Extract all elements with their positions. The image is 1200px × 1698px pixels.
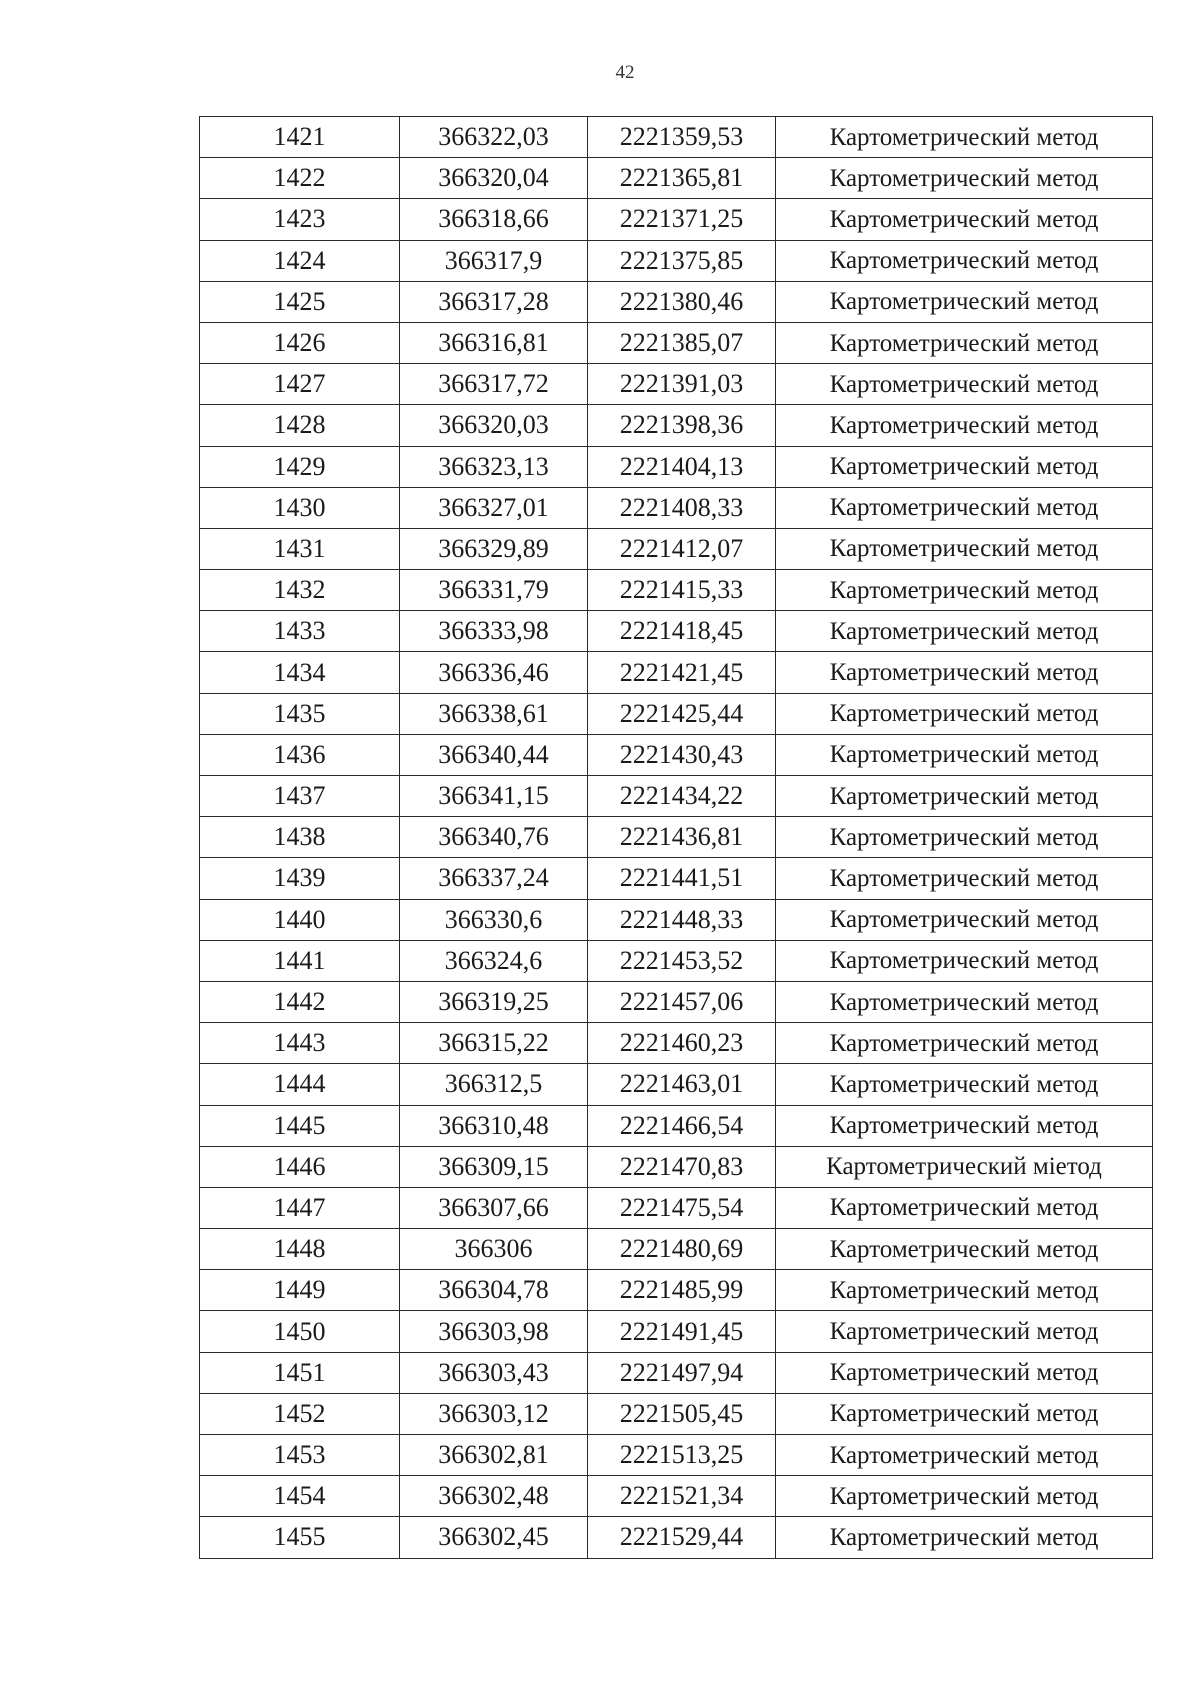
point-number-cell: 1427 xyxy=(200,364,400,405)
point-number-cell: 1423 xyxy=(200,199,400,240)
y-coordinate-cell: 2221505,45 xyxy=(588,1393,776,1434)
table-row xyxy=(200,199,1153,240)
point-number-cell: 1426 xyxy=(200,322,400,363)
x-coordinate-cell: 366307,66 xyxy=(400,1187,588,1228)
table-row xyxy=(200,446,1153,487)
x-coordinate-cell: 366302,48 xyxy=(400,1476,588,1517)
table-row xyxy=(200,899,1153,940)
table-row xyxy=(200,1517,1153,1558)
method-cell: Картометрический метод xyxy=(776,652,1153,693)
point-number-cell: 1439 xyxy=(200,858,400,899)
x-coordinate-cell: 366316,81 xyxy=(400,322,588,363)
point-number-cell: 1438 xyxy=(200,817,400,858)
x-coordinate-cell: 366317,28 xyxy=(400,281,588,322)
x-coordinate-cell: 366317,72 xyxy=(400,364,588,405)
method-cell: Картометрический метод xyxy=(776,1393,1153,1434)
method-cell: Картометрический метод xyxy=(776,1064,1153,1105)
y-coordinate-cell: 2221480,69 xyxy=(588,1229,776,1270)
x-coordinate-cell: 366323,13 xyxy=(400,446,588,487)
point-number-cell: 1431 xyxy=(200,528,400,569)
point-number-cell: 1452 xyxy=(200,1393,400,1434)
y-coordinate-cell: 2221434,22 xyxy=(588,776,776,817)
method-cell: Картометрический метод xyxy=(776,117,1153,158)
y-coordinate-cell: 2221359,53 xyxy=(588,117,776,158)
table-row xyxy=(200,1393,1153,1434)
point-number-cell: 1446 xyxy=(200,1146,400,1187)
y-coordinate-cell: 2221425,44 xyxy=(588,693,776,734)
point-number-cell: 1448 xyxy=(200,1229,400,1270)
method-cell: Картометрический метод xyxy=(776,1105,1153,1146)
x-coordinate-cell: 366309,15 xyxy=(400,1146,588,1187)
table-row xyxy=(200,1187,1153,1228)
y-coordinate-cell: 2221421,45 xyxy=(588,652,776,693)
y-coordinate-cell: 2221491,45 xyxy=(588,1311,776,1352)
x-coordinate-cell: 366303,12 xyxy=(400,1393,588,1434)
point-number-cell: 1425 xyxy=(200,281,400,322)
point-number-cell: 1436 xyxy=(200,734,400,775)
point-number-cell: 1422 xyxy=(200,158,400,199)
method-cell: Картометрический метод xyxy=(776,1023,1153,1064)
y-coordinate-cell: 2221398,36 xyxy=(588,405,776,446)
point-number-cell: 1429 xyxy=(200,446,400,487)
point-number-cell: 1442 xyxy=(200,981,400,1022)
y-coordinate-cell: 2221404,13 xyxy=(588,446,776,487)
method-cell: Картометрический метод xyxy=(776,693,1153,734)
point-number-cell: 1435 xyxy=(200,693,400,734)
point-number-cell: 1454 xyxy=(200,1476,400,1517)
table-row xyxy=(200,240,1153,281)
y-coordinate-cell: 2221475,54 xyxy=(588,1187,776,1228)
method-cell: Картометрический метод xyxy=(776,1476,1153,1517)
point-number-cell: 1432 xyxy=(200,570,400,611)
table-row xyxy=(200,1435,1153,1476)
point-number-cell: 1455 xyxy=(200,1517,400,1558)
method-cell: Картометрический метод xyxy=(776,981,1153,1022)
table-row xyxy=(200,528,1153,569)
y-coordinate-cell: 2221436,81 xyxy=(588,817,776,858)
point-number-cell: 1421 xyxy=(200,117,400,158)
method-cell: Картометрический метод xyxy=(776,1311,1153,1352)
method-cell: Картометрический метод xyxy=(776,570,1153,611)
x-coordinate-cell: 366322,03 xyxy=(400,117,588,158)
x-coordinate-cell: 366330,6 xyxy=(400,899,588,940)
y-coordinate-cell: 2221375,85 xyxy=(588,240,776,281)
table-row xyxy=(200,1270,1153,1311)
x-coordinate-cell: 366303,98 xyxy=(400,1311,588,1352)
point-number-cell: 1451 xyxy=(200,1352,400,1393)
method-cell: Картометрический метод xyxy=(776,528,1153,569)
y-coordinate-cell: 2221529,44 xyxy=(588,1517,776,1558)
point-number-cell: 1440 xyxy=(200,899,400,940)
y-coordinate-cell: 2221380,46 xyxy=(588,281,776,322)
table-row xyxy=(200,693,1153,734)
x-coordinate-cell: 366338,61 xyxy=(400,693,588,734)
y-coordinate-cell: 2221391,03 xyxy=(588,364,776,405)
method-cell: Картометрический метод xyxy=(776,1270,1153,1311)
table-row xyxy=(200,364,1153,405)
page-number: 42 xyxy=(615,62,635,83)
y-coordinate-cell: 2221441,51 xyxy=(588,858,776,899)
x-coordinate-cell: 366315,22 xyxy=(400,1023,588,1064)
method-cell: Картометрический метод xyxy=(776,1187,1153,1228)
x-coordinate-cell: 366336,46 xyxy=(400,652,588,693)
y-coordinate-cell: 2221418,45 xyxy=(588,611,776,652)
y-coordinate-cell: 2221497,94 xyxy=(588,1352,776,1393)
method-cell: Картометрический метод xyxy=(776,158,1153,199)
x-coordinate-cell: 366304,78 xyxy=(400,1270,588,1311)
y-coordinate-cell: 2221470,83 xyxy=(588,1146,776,1187)
method-cell: Картометрический метод xyxy=(776,1229,1153,1270)
method-cell: Картометрический метод xyxy=(776,487,1153,528)
x-coordinate-cell: 366333,98 xyxy=(400,611,588,652)
x-coordinate-cell: 366310,48 xyxy=(400,1105,588,1146)
table-row xyxy=(200,1476,1153,1517)
y-coordinate-cell: 2221513,25 xyxy=(588,1435,776,1476)
y-coordinate-cell: 2221485,99 xyxy=(588,1270,776,1311)
table-row xyxy=(200,117,1153,158)
x-coordinate-cell: 366306 xyxy=(400,1229,588,1270)
method-cell: Картометрический метод xyxy=(776,446,1153,487)
table-row xyxy=(200,858,1153,899)
x-coordinate-cell: 366329,89 xyxy=(400,528,588,569)
table-row xyxy=(200,734,1153,775)
x-coordinate-cell: 366327,01 xyxy=(400,487,588,528)
method-cell: Картометрический метод xyxy=(776,776,1153,817)
x-coordinate-cell: 366318,66 xyxy=(400,199,588,240)
method-cell: Картометрический метод xyxy=(776,734,1153,775)
point-number-cell: 1430 xyxy=(200,487,400,528)
coordinates-table xyxy=(199,116,1153,1559)
table-row xyxy=(200,1146,1153,1187)
table-row xyxy=(200,1352,1153,1393)
point-number-cell: 1433 xyxy=(200,611,400,652)
method-cell: Картометрический метод xyxy=(776,240,1153,281)
point-number-cell: 1441 xyxy=(200,940,400,981)
y-coordinate-cell: 2221463,01 xyxy=(588,1064,776,1105)
coordinates-table-body xyxy=(200,117,1153,1559)
table-row xyxy=(200,487,1153,528)
y-coordinate-cell: 2221371,25 xyxy=(588,199,776,240)
method-cell: Картометрический метод xyxy=(776,611,1153,652)
table-row xyxy=(200,405,1153,446)
point-number-cell: 1434 xyxy=(200,652,400,693)
x-coordinate-cell: 366312,5 xyxy=(400,1064,588,1105)
x-coordinate-cell: 366317,9 xyxy=(400,240,588,281)
x-coordinate-cell: 366320,03 xyxy=(400,405,588,446)
y-coordinate-cell: 2221412,07 xyxy=(588,528,776,569)
x-coordinate-cell: 366320,04 xyxy=(400,158,588,199)
table-row xyxy=(200,1064,1153,1105)
table-row xyxy=(200,776,1153,817)
method-cell: Картометрический метод xyxy=(776,858,1153,899)
point-number-cell: 1437 xyxy=(200,776,400,817)
point-number-cell: 1450 xyxy=(200,1311,400,1352)
method-cell: Картометрический метод xyxy=(776,405,1153,446)
x-coordinate-cell: 366340,76 xyxy=(400,817,588,858)
point-number-cell: 1424 xyxy=(200,240,400,281)
y-coordinate-cell: 2221448,33 xyxy=(588,899,776,940)
method-cell: Картометрический метод xyxy=(776,899,1153,940)
table-row xyxy=(200,940,1153,981)
table-row xyxy=(200,570,1153,611)
method-cell: Картометрический мiетод xyxy=(776,1146,1153,1187)
y-coordinate-cell: 2221408,33 xyxy=(588,487,776,528)
point-number-cell: 1443 xyxy=(200,1023,400,1064)
table-row xyxy=(200,158,1153,199)
method-cell: Картометрический метод xyxy=(776,1517,1153,1558)
table-row xyxy=(200,1105,1153,1146)
y-coordinate-cell: 2221365,81 xyxy=(588,158,776,199)
table-row xyxy=(200,1023,1153,1064)
method-cell: Картометрический метод xyxy=(776,1352,1153,1393)
point-number-cell: 1444 xyxy=(200,1064,400,1105)
method-cell: Картометрический метод xyxy=(776,817,1153,858)
table-row xyxy=(200,652,1153,693)
point-number-cell: 1445 xyxy=(200,1105,400,1146)
method-cell: Картометрический метод xyxy=(776,1435,1153,1476)
x-coordinate-cell: 366302,45 xyxy=(400,1517,588,1558)
x-coordinate-cell: 366337,24 xyxy=(400,858,588,899)
table-row xyxy=(200,1229,1153,1270)
x-coordinate-cell: 366331,79 xyxy=(400,570,588,611)
point-number-cell: 1449 xyxy=(200,1270,400,1311)
table-row xyxy=(200,281,1153,322)
table-row xyxy=(200,981,1153,1022)
table-row xyxy=(200,611,1153,652)
y-coordinate-cell: 2221453,52 xyxy=(588,940,776,981)
y-coordinate-cell: 2221466,54 xyxy=(588,1105,776,1146)
x-coordinate-cell: 366319,25 xyxy=(400,981,588,1022)
method-cell: Картометрический метод xyxy=(776,322,1153,363)
y-coordinate-cell: 2221457,06 xyxy=(588,981,776,1022)
y-coordinate-cell: 2221521,34 xyxy=(588,1476,776,1517)
method-cell: Картометрический метод xyxy=(776,199,1153,240)
y-coordinate-cell: 2221430,43 xyxy=(588,734,776,775)
x-coordinate-cell: 366341,15 xyxy=(400,776,588,817)
method-cell: Картометрический метод xyxy=(776,364,1153,405)
y-coordinate-cell: 2221460,23 xyxy=(588,1023,776,1064)
table-row xyxy=(200,322,1153,363)
point-number-cell: 1453 xyxy=(200,1435,400,1476)
x-coordinate-cell: 366303,43 xyxy=(400,1352,588,1393)
x-coordinate-cell: 366302,81 xyxy=(400,1435,588,1476)
y-coordinate-cell: 2221415,33 xyxy=(588,570,776,611)
y-coordinate-cell: 2221385,07 xyxy=(588,322,776,363)
x-coordinate-cell: 366340,44 xyxy=(400,734,588,775)
table-row xyxy=(200,817,1153,858)
x-coordinate-cell: 366324,6 xyxy=(400,940,588,981)
point-number-cell: 1447 xyxy=(200,1187,400,1228)
method-cell: Картометрический метод xyxy=(776,940,1153,981)
method-cell: Картометрический метод xyxy=(776,281,1153,322)
table-row xyxy=(200,1311,1153,1352)
point-number-cell: 1428 xyxy=(200,405,400,446)
